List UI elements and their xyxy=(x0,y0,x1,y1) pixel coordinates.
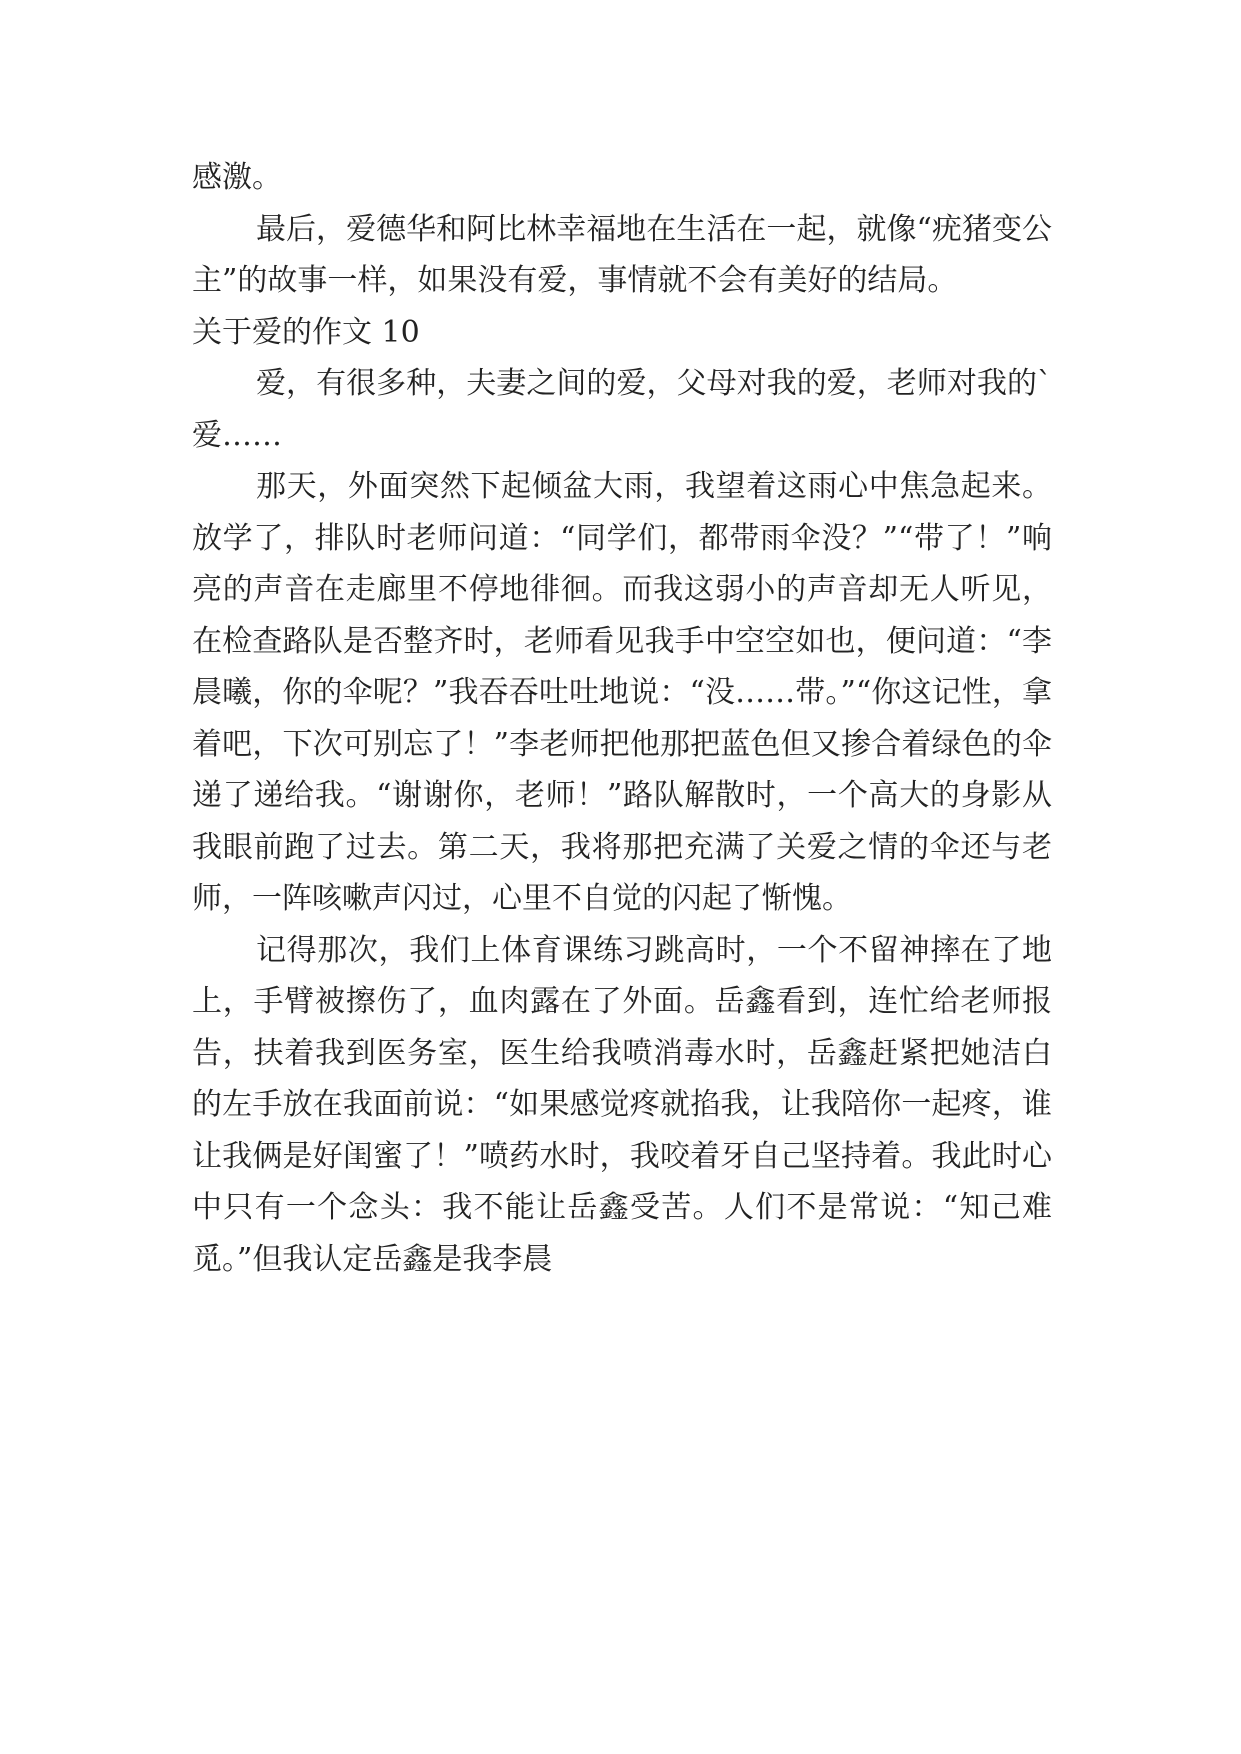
paragraph: 最后，爱德华和阿比林幸福地在生活在一起，就像“疣猪变公主”的故事一样，如果没有爱，事情就不会有美好的结局。 xyxy=(192,211,1052,298)
document-body xyxy=(192,152,1052,1285)
paragraph: 记得那次，我们上体育课练习跳高时，一个不留神摔在了地上，手臂被擦伤了，血肉露在了外面。岳鑫看到，连忙给老师报告，扶着我到医务室，医生给我喷消毒水时，岳鑫赶紧把她洁白的左手放在我面前说：“如果感觉疼就掐我，让我陪你一起疼，谁让我俩是好闺蜜了！”喷药水时，我咬着牙自己坚持着。我此时心中只有一个念头：我不能让岳鑫受苦。人们不是常说：“知己难觅。”但我认定岳鑫是我李晨 xyxy=(192,932,1052,1277)
paragraph: 感激。 xyxy=(192,160,282,195)
paragraph: 那天，外面突然下起倾盆大雨，我望着这雨心中焦急起来。放学了，排队时老师问道：“同学们，都带雨伞没？”“带了！”响亮的声音在走廊里不停地徘徊。而我这弱小的声音却无人听见，在检查路队是否整齐时，老师看见我手中空空如也，便问道：“李晨曦，你的伞呢？”我吞吞吐吐地说：“没……带。”“你这记性，拿着吧，下次可别忘了！”李老师把他那把蓝色但又掺合着绿色的伞递了递给我。“谢谢你，老师！”路队解散时，一个高大的身影从我眼前跑了过去。第二天，我将那把充满了关爱之情的伞还与老师，一阵咳嗽声闪过，心里不自觉的闪起了惭愧。 xyxy=(192,469,1052,916)
paragraph: 爱，有很多种，夫妻之间的爱，父母对我的爱，老师对我的`爱…… xyxy=(192,366,1052,453)
section-title: 关于爱的作文 10 xyxy=(192,314,420,350)
